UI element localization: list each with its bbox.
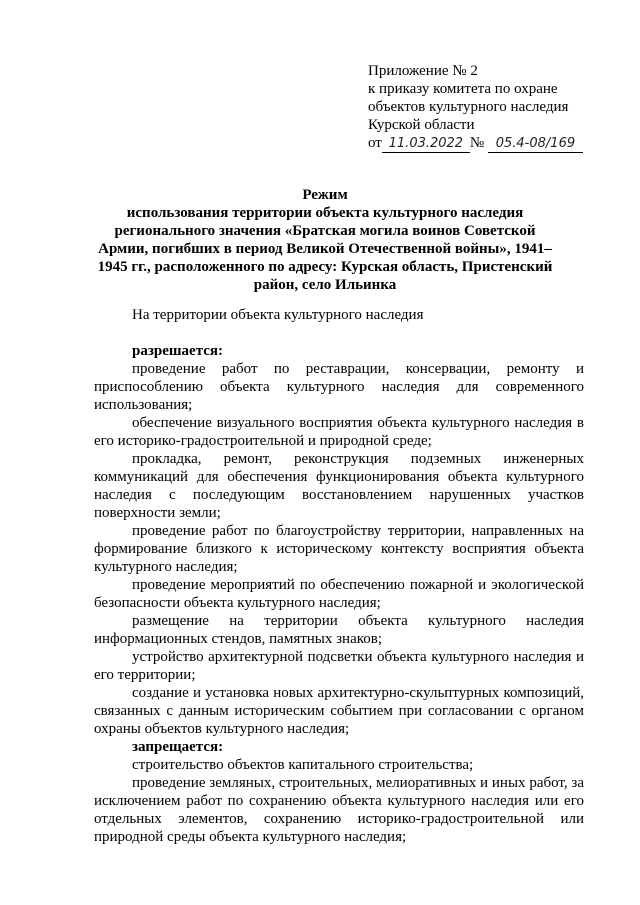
title-body: использования территории объекта культурного наследия регионального значения «Братская могила воинов Советской Армии, погибших в период Великой Отечественной войны», 1941–1945 гг., расположенного по адресу: Курская область, Пристенский район, село Ильинка xyxy=(97,205,553,293)
handwritten-date: 11.03.2022 xyxy=(382,136,470,153)
allowed-item: прокладка, ремонт, реконструкция подземных инженерных коммуникаций для обеспечения функционирования объекта культурного наследия с последующим восстановлением нарушенных участков поверхности земли; xyxy=(94,451,584,521)
allowed-item: создание и установка новых архитектурно-скульптурных композиций, связанных с данным историческим событием при согласовании с органом охраны объектов культурного наследия; xyxy=(94,685,584,737)
allowed-item: проведение работ по благоустройству территории, направленных на формирование близкого к историческому контексту восприятия объекта культурного наследия; xyxy=(94,523,584,575)
forbidden-heading: запрещается: xyxy=(132,739,224,755)
appendix-number: Приложение № 2 xyxy=(368,63,478,79)
forbidden-item: проведение земляных, строительных, мелиоративных и иных работ, за исключением работ по сохранению объекта культурного наследия или его отдельных элементов, сохранению историко-градостроительной или природной среды объекта культурного наследия; xyxy=(94,775,584,845)
appendix-region-line: Курской области xyxy=(368,117,475,133)
allowed-item: устройство архитектурной подсветки объекта культурного наследия и его территории; xyxy=(94,649,584,683)
intro-paragraph: На территории объекта культурного наследия xyxy=(132,307,424,323)
appendix-date-line xyxy=(368,134,608,153)
appendix-committee-line: объектов культурного наследия xyxy=(368,99,569,115)
allowed-heading: разрешается: xyxy=(132,343,224,359)
handwritten-order-number: 05.4-08/169 xyxy=(488,136,583,153)
appendix-order-line: к приказу комитета по охране xyxy=(368,81,558,97)
document-body xyxy=(94,306,584,846)
number-prefix: № xyxy=(469,135,485,151)
title-heading: Режим xyxy=(302,187,348,203)
allowed-item: проведение работ по реставрации, консервации, ремонту и приспособлению объекта культурного наследия для современного использования; xyxy=(94,361,584,413)
date-prefix: от xyxy=(368,135,382,151)
allowed-item: размещение на территории объекта культурного наследия информационных стендов, памятных знаков; xyxy=(94,613,584,647)
allowed-item: обеспечение визуального восприятия объекта культурного наследия в его историко-градостроительной и природной среде; xyxy=(94,415,584,449)
document-title xyxy=(90,186,560,294)
forbidden-item: строительство объектов капитального строительства; xyxy=(132,757,474,773)
allowed-item: проведение мероприятий по обеспечению пожарной и экологической безопасности объекта культурного наследия; xyxy=(94,577,584,611)
appendix-header xyxy=(368,62,608,153)
